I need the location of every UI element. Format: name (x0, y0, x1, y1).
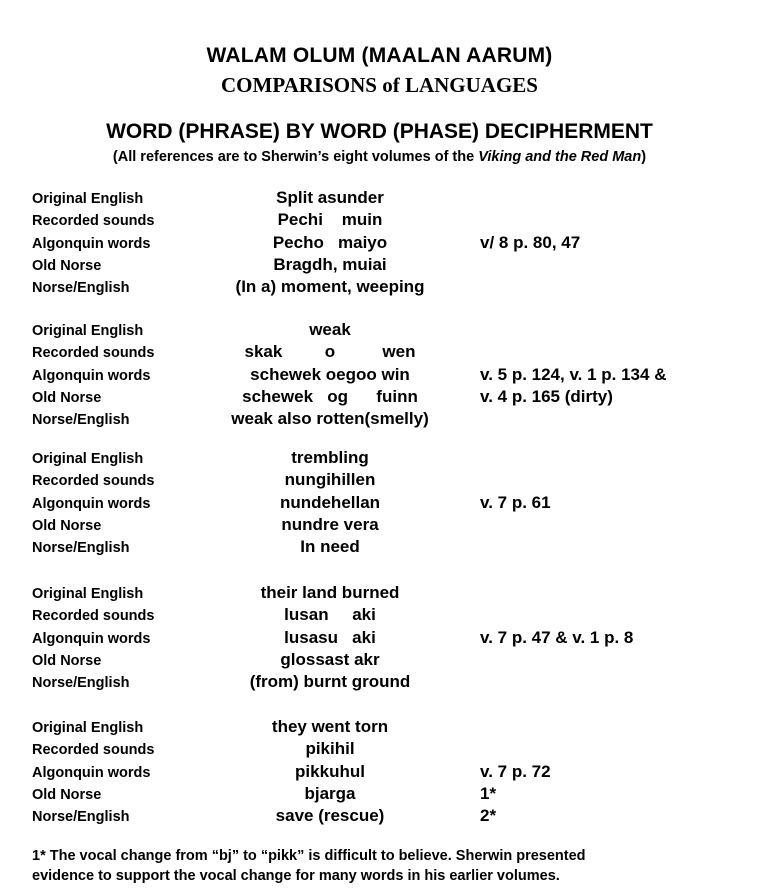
row-value: bjarga (304, 783, 356, 803)
row-value: weak (309, 320, 351, 339)
entry-row (0, 255, 759, 277)
row-value: glossast akr (280, 649, 380, 669)
row-label: Old Norse (32, 389, 102, 406)
subtitle-book-title: Viking and the Red Man (478, 149, 642, 165)
entry-row (0, 448, 759, 470)
row-value: schewek og fuinn (242, 386, 418, 406)
row-value: (from) burnt ground (249, 672, 411, 692)
entry-row (0, 628, 759, 650)
entry-row (0, 739, 759, 761)
row-reference: v. 4 p. 165 (dirty) (480, 386, 613, 406)
subtitle-suffix: ) (641, 149, 647, 165)
row-label: Norse/English (32, 280, 130, 297)
row-value: pikkuhul (295, 761, 365, 781)
row-label: Algonquin words (32, 764, 151, 781)
title-comparisons: COMPARISONS of LANGUAGES (221, 73, 538, 97)
row-value: trembling (291, 448, 369, 467)
row-value: Pechi muin (277, 210, 383, 230)
entry-row (0, 409, 759, 431)
row-label: Recorded sounds (32, 608, 155, 625)
row-value: their land burned (260, 583, 400, 602)
row-value: In need (300, 537, 360, 557)
row-value: Pecho maiyo (272, 232, 388, 252)
footnote (32, 846, 732, 886)
row-value: (In a) moment, weeping (235, 277, 425, 297)
row-label: Original English (32, 323, 144, 339)
entry-row (0, 210, 759, 232)
footnote-line-1: 1* The vocal change from “bj” to “pikk” is difficult to believe. Sherwin presented (32, 848, 586, 864)
row-reference: v. 7 p. 72 (480, 761, 551, 781)
row-label: Recorded sounds (32, 742, 155, 759)
row-reference: 1* (480, 783, 497, 803)
entry-row (0, 233, 759, 255)
row-value: pikihil (305, 739, 355, 759)
row-label: Old Norse (32, 786, 102, 803)
footnote-line-2: evidence to support the vocal change for many words in his earlier volumes. (32, 868, 560, 884)
row-value: Split asunder (276, 188, 384, 207)
entry-row (0, 470, 759, 492)
row-value: skak o wen (244, 342, 416, 362)
row-label: Algonquin words (32, 235, 151, 252)
entry-row (0, 806, 759, 828)
row-value: nundre vera (281, 514, 379, 534)
row-reference: 2* (480, 806, 497, 826)
row-label: Norse/English (32, 412, 130, 429)
entry-row (0, 365, 759, 387)
entry-row (0, 277, 759, 299)
row-value: schewek oegoo win (250, 364, 410, 384)
row-label: Norse/English (32, 540, 130, 557)
row-label: Algonquin words (32, 495, 151, 512)
row-reference: v. 7 p. 47 & v. 1 p. 8 (480, 627, 634, 647)
entry-row (0, 515, 759, 537)
row-label: Algonquin words (32, 367, 151, 384)
entry-row (0, 672, 759, 694)
row-label: Recorded sounds (32, 473, 155, 490)
entry-row (0, 493, 759, 515)
row-label: Norse/English (32, 675, 130, 692)
entry-row (0, 583, 759, 605)
row-label: Recorded sounds (32, 213, 155, 230)
subtitle-references (0, 149, 759, 165)
title-decipherment: WORD (PHRASE) BY WORD (PHASE) DECIPHERMENT (106, 120, 653, 143)
row-label: Original English (32, 451, 144, 467)
row-label: Algonquin words (32, 630, 151, 647)
subtitle-prefix: (All references are to Sherwin’s eight volumes of the (112, 149, 479, 165)
row-value: weak also rotten(smelly) (231, 409, 429, 429)
row-value: nungihillen (284, 470, 376, 490)
row-label: Old Norse (32, 257, 102, 274)
row-label: Old Norse (32, 517, 102, 534)
entry-row (0, 717, 759, 739)
entry-row (0, 537, 759, 559)
entry-row (0, 188, 759, 210)
row-label: Norse/English (32, 809, 130, 826)
row-value: nundehellan (279, 492, 381, 512)
entry-row (0, 320, 759, 342)
row-reference: v/ 8 p. 80, 47 (480, 232, 581, 252)
row-label: Original English (32, 586, 144, 602)
row-value: save (rescue) (275, 806, 385, 826)
entry-row (0, 784, 759, 806)
entry-row (0, 762, 759, 784)
entry-row (0, 650, 759, 672)
row-value: they went torn (271, 717, 389, 736)
entry-row (0, 342, 759, 364)
entry-row (0, 387, 759, 409)
row-value: lusan aki (284, 605, 376, 625)
row-reference: v. 5 p. 124, v. 1 p. 134 & (480, 364, 667, 384)
row-label: Recorded sounds (32, 345, 155, 362)
row-label: Original English (32, 191, 144, 207)
title-walam-olum: WALAM OLUM (MAALAN AARUM) (206, 44, 553, 67)
row-label: Original English (32, 720, 144, 736)
row-value: Bragdh, muiai (273, 254, 387, 274)
row-reference: v. 7 p. 61 (480, 492, 551, 512)
entry-row (0, 605, 759, 627)
row-value: lusasu aki (284, 627, 376, 647)
row-label: Old Norse (32, 652, 102, 669)
